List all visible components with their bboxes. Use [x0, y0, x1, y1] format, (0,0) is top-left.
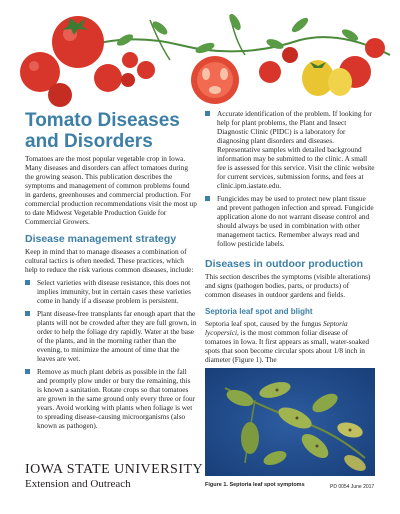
intro-paragraph: Tomatoes are the most popular vegetable crop in Iowa. Many diseases and disorders can affect tomatoes during the growing season. This publication describes the symptoms and management of common problems found in gardens, greenhouses and commercial production. For commercial production recommendations visit the most up to date Midwest Vegetable Production Guide for Commercial Growers.	[25, 154, 197, 226]
page-title: Tomato Diseases and Disorders	[25, 110, 180, 152]
outdoor-paragraph: This section describes the symptoms (visible alterations) and signs (pathogen bodies, parts, or products) of common diseases in outdoor gardens and fields.	[205, 272, 371, 299]
list-item: Plant disease-free transplants far enough apart that the plants will not be crowded after they are full grown, in order to help the foliage dry rapidly. Water at the base of the plants, and in the morning rather than the evening, to minimize the amount of time that the leaves are wet.	[25, 309, 197, 363]
septoria-paragraph: Septoria leaf spot, caused by the fungus Septoria lycopersici, is the most common foliar disease of tomatoes in Iowa. It first appears as small, water-soaked spots that soon become circular spots about 1/8 inch in diameter (Figure 1). The	[205, 319, 369, 364]
publication-info: PD 0054 June 2017	[330, 484, 375, 490]
list-item: Select varieties with disease resistance, this does not implies immunity, but in certain cases these varieties come in handy if a disease problem is persistent.	[25, 278, 197, 305]
bullet-square-icon	[205, 196, 210, 201]
tomato-banner-illustration	[0, 0, 400, 108]
left-column	[25, 154, 197, 430]
outdoor-heading: Diseases in outdoor production	[205, 258, 364, 270]
right-list	[205, 109, 375, 248]
list-item: Accurate identification of the problem. If looking for help for plant problems, the Plant and Insect Diagnostic Clinic (PIDC) is a laboratory for diagnosing plant disorders and diseases. Representative samples with detailed background information may be submitted to the clinic. A small fee is assessed for this service. Visit the clinic website for current services, submission forms, and fees at clinic.ipm.iastate.edu.	[205, 109, 375, 190]
strategy-heading: Disease management strategy	[25, 233, 177, 245]
strategy-list	[25, 278, 197, 430]
bullet-square-icon	[205, 111, 210, 116]
bullet-square-icon	[25, 369, 30, 374]
septoria-heading: Septoria leaf spot and blight	[205, 307, 313, 316]
strategy-intro: Keep in mind that to manage diseases a combination of cultural tactics is often needed. These practices, which help to reduce the risk various common diseases, include:	[25, 247, 194, 274]
bullet-square-icon	[25, 311, 30, 316]
isu-logo	[25, 462, 203, 491]
list-item: Remove as much plant debris as possible in the fall and promptly plow under or bury the remaining, this is known a sanitation. Rotate crops so that tomatoes are grown in the same ground only every three or four years. Avoid working with plants when foliage is wet to spreading disease-causing microorganisms (also known as pathogen).	[25, 367, 197, 430]
list-item: Fungicides may be used to protect new plant tissue and prevent pathogen infection and spread. Fungicide application alone do not warrant disease control and should always be used in combination with other management tactics. Remember always read and follow pesticide labels.	[205, 194, 375, 248]
extension-name: Extension and Outreach	[25, 478, 131, 490]
figure-caption: Figure 1. Septoria leaf spot symptoms	[205, 482, 305, 488]
bullet-square-icon	[25, 280, 30, 285]
right-column	[205, 109, 375, 488]
university-name: IOWA STATE UNIVERSITY	[25, 462, 204, 477]
septoria-leaf-photo	[205, 368, 375, 476]
